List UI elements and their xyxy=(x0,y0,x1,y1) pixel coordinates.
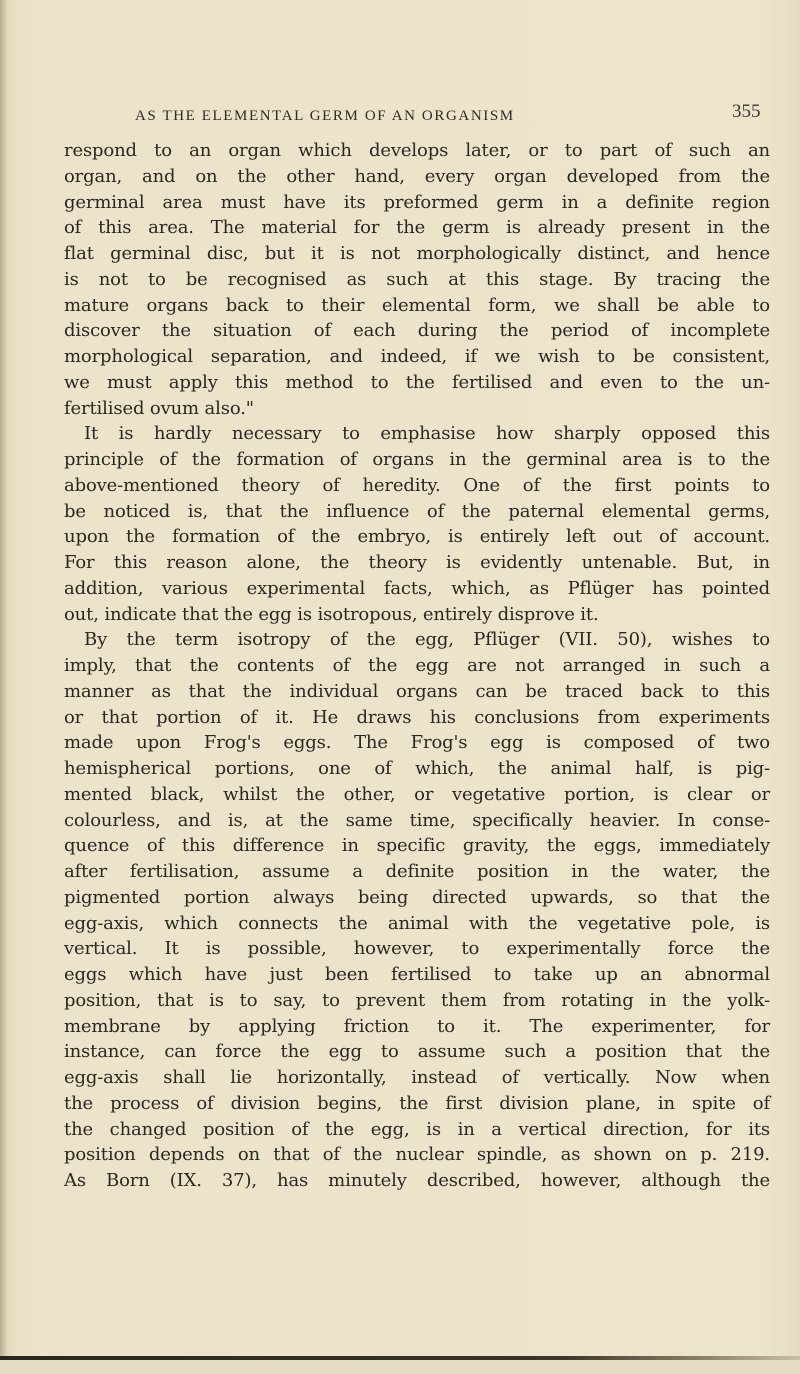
text-line: egg-axis, which connects the animal with the vegetative pole, is xyxy=(64,912,770,934)
text-line: discover the situation of each during the period of incomplete xyxy=(64,320,770,342)
text-line: egg-axis shall lie horizontally, instead of vertically. Now when xyxy=(64,1067,770,1088)
text-line: pigmented portion always being directed upwards, so that the xyxy=(64,886,770,908)
text-line: of this area. The material for the germ is already present in the xyxy=(64,217,770,239)
text-line: vertical. It is possible, however, to experimentally force the xyxy=(64,938,770,960)
text-line: hemispherical portions, one of which, the animal half, is pig- xyxy=(64,758,770,779)
text-line: organ, and on the other hand, every organ developed from the xyxy=(64,165,770,187)
text-line: By the term isotropy of the egg, Pflüger (VII. 50), wishes to xyxy=(84,629,770,651)
text-line: It is hardly necessary to emphasise how sharply opposed this xyxy=(84,423,770,445)
text-line: upon the formation of the embryo, is entirely left out of account. xyxy=(64,526,770,548)
text-line: morphological separation, and indeed, if we wish to be consistent, xyxy=(64,346,770,367)
text-line: addition, various experimental facts, which, as Pflüger has pointed xyxy=(64,577,770,599)
text-line: after fertilisation, assume a definite position in the water, the xyxy=(64,861,770,882)
text-line: out, indicate that the egg is isotropous, entirely disprove it. xyxy=(64,603,599,625)
text-line: the process of division begins, the first division plane, in spite of xyxy=(64,1092,770,1114)
text-line: we must apply this method to the fertilised and even to the un- xyxy=(64,371,770,393)
text-line: is not to be recognised as such at this stage. By tracing the xyxy=(64,268,770,290)
text-line: above-mentioned theory of heredity. One of the first points to xyxy=(64,474,770,496)
text-line: fertilised ovum also." xyxy=(64,397,254,419)
text-line: instance, can force the egg to assume such a position that the xyxy=(64,1041,770,1063)
text-line: colourless, and is, at the same time, specifically heavier. In conse- xyxy=(64,809,770,831)
text-line: For this reason alone, the theory is evidently untenable. But, in xyxy=(64,552,770,573)
text-line: made upon Frog's eggs. The Frog's egg is composed of two xyxy=(64,732,770,754)
text-line: position, that is to say, to prevent them from rotating in the yolk- xyxy=(64,989,770,1011)
text-line: imply, that the contents of the egg are not arranged in such a xyxy=(64,655,770,676)
page-number: 355 xyxy=(732,101,761,122)
text-line: membrane by applying friction to it. The experimenter, for xyxy=(64,1015,770,1037)
text-line: eggs which have just been fertilised to take up an abnormal xyxy=(64,964,770,985)
page-gutter-shadow xyxy=(0,0,6,1374)
text-line: the changed position of the egg, is in a vertical direction, for its xyxy=(64,1118,770,1140)
text-line: flat germinal disc, but it is not morphologically distinct, and hence xyxy=(64,243,770,264)
text-line: manner as that the individual organs can be traced back to this xyxy=(64,680,770,702)
text-line: principle of the formation of organs in the germinal area is to the xyxy=(64,449,770,470)
scan-margin xyxy=(0,1360,800,1374)
text-line: mature organs back to their elemental form, we shall be able to xyxy=(64,294,770,316)
body-text xyxy=(64,138,770,1194)
text-line: germinal area must have its preformed germ in a definite region xyxy=(64,191,770,213)
text-line: be noticed is, that the influence of the paternal elemental germs, xyxy=(64,500,770,522)
text-line: or that portion of it. He draws his conclusions from experiments xyxy=(64,706,770,728)
text-line: As Born (IX. 37), has minutely described, however, although the xyxy=(64,1170,770,1191)
text-line: mented black, whilst the other, or vegetative portion, is clear or xyxy=(64,783,770,805)
running-head: AS THE ELEMENTAL GERM OF AN ORGANISM xyxy=(135,108,515,124)
text-line: position depends on that of the nuclear spindle, as shown on p. 219. xyxy=(64,1144,770,1166)
text-line: quence of this difference in specific gravity, the eggs, immediately xyxy=(64,835,770,857)
text-line: respond to an organ which develops later, or to part of such an xyxy=(64,140,770,161)
